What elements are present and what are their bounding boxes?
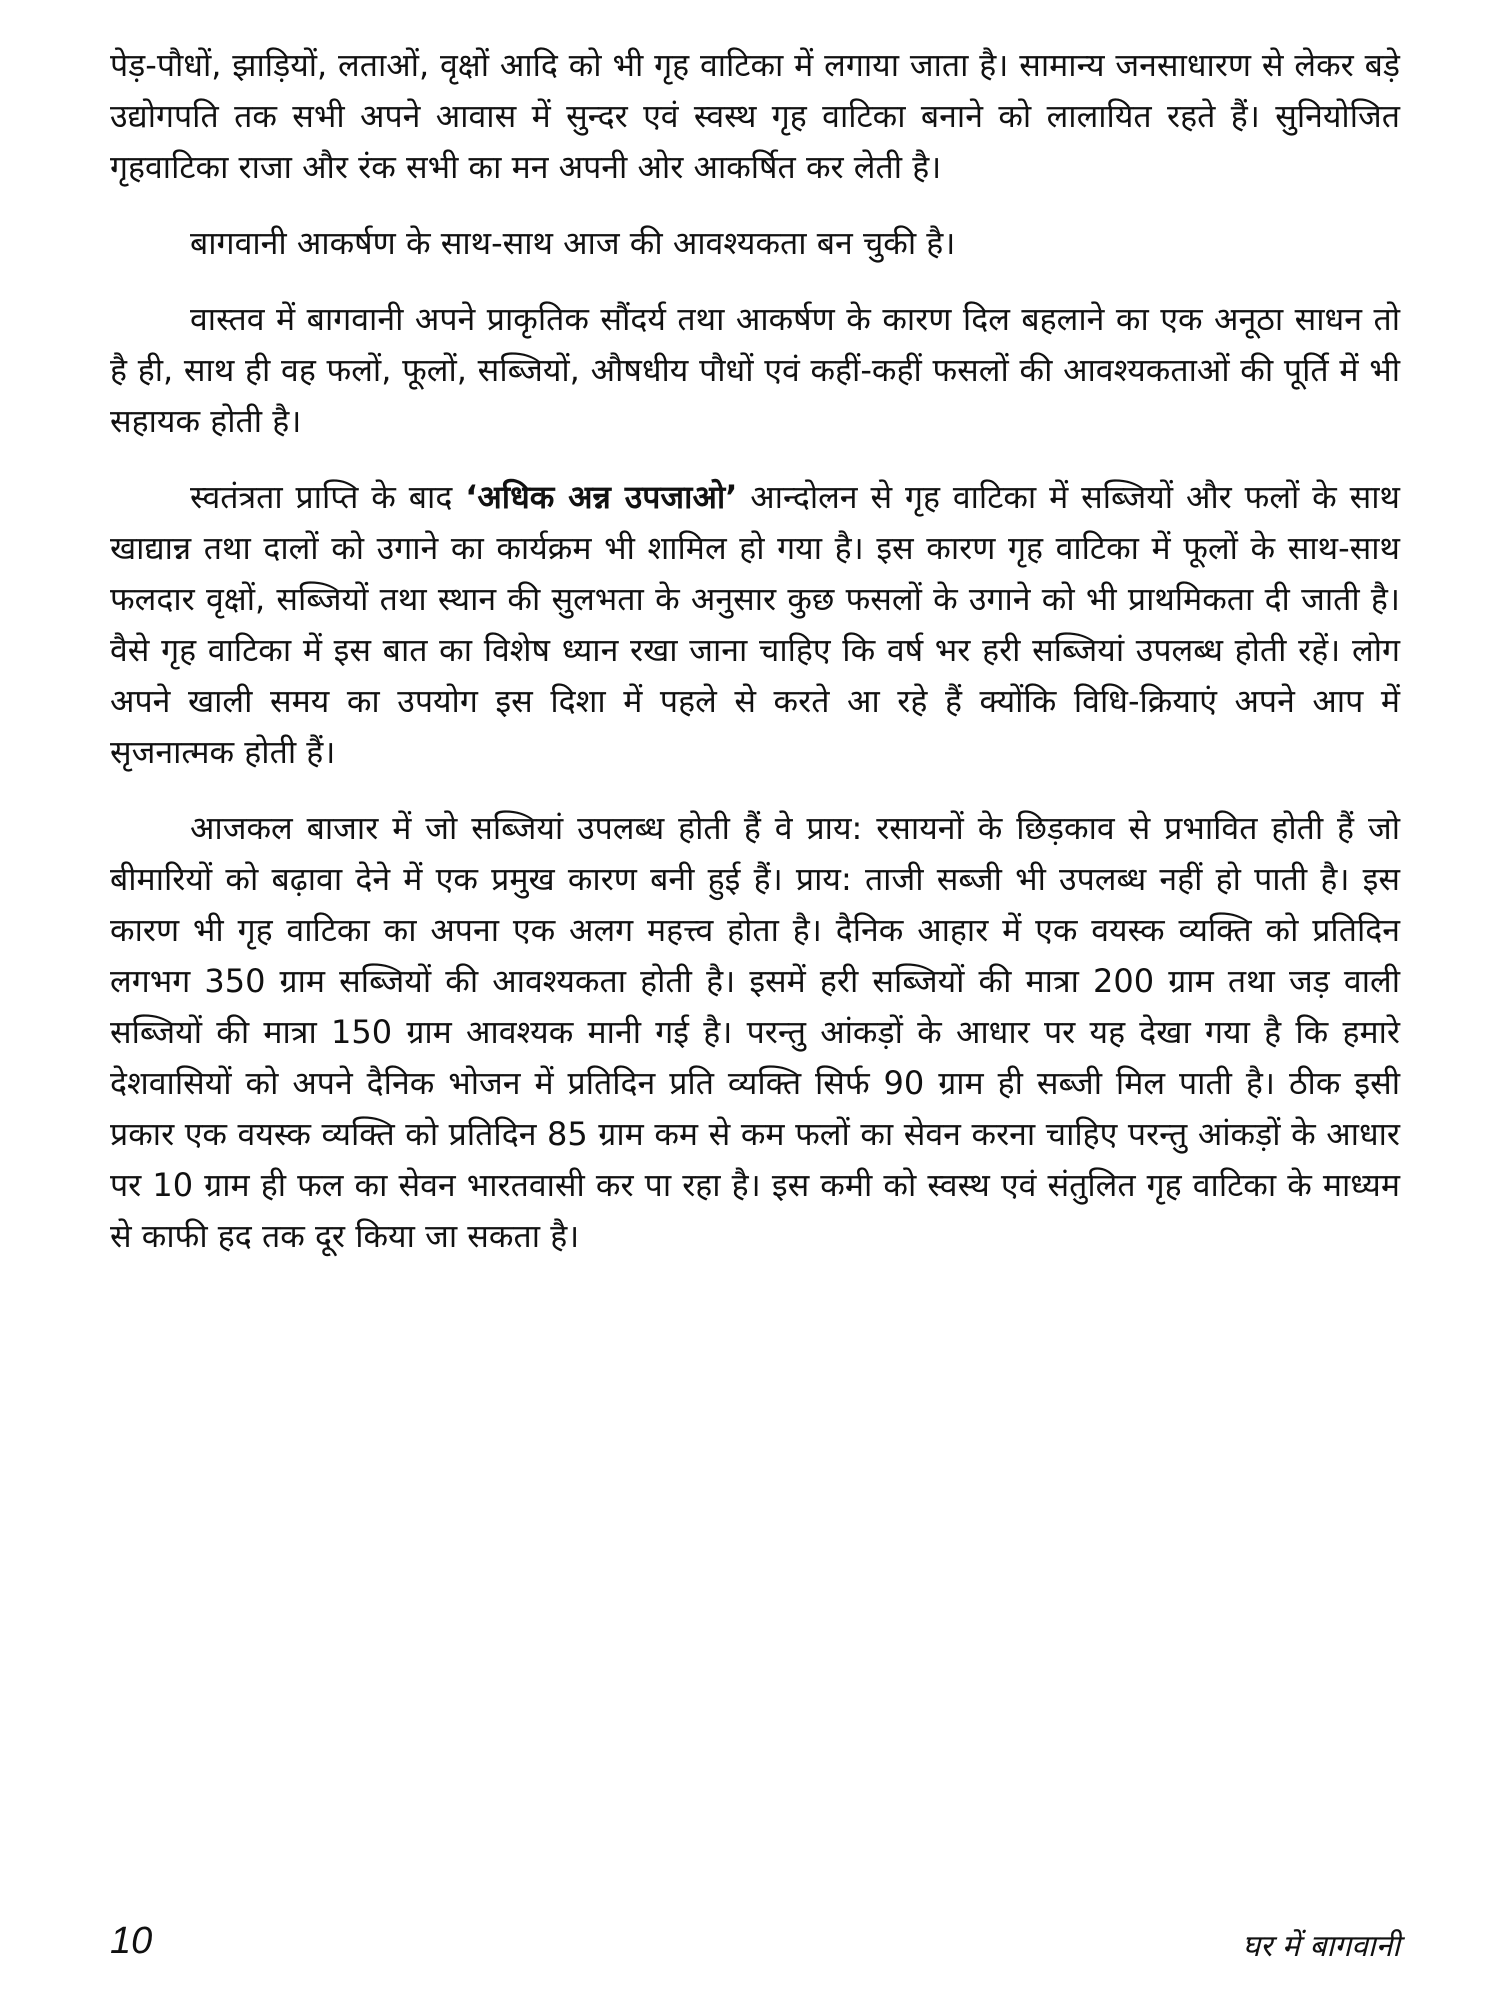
paragraph-2: बागवानी आकर्षण के साथ-साथ आज की आवश्यकता बन चुकी है। (190, 224, 956, 262)
page-number: 10 (110, 1920, 153, 1962)
paragraph-4 (110, 472, 1400, 778)
running-book-title: घर में बागवानी (1242, 1929, 1400, 1964)
paragraph-1: पेड़-पौधों, झाड़ियों, लताओं, वृक्षों आदि को भी गृह वाटिका में लगाया जाता है। सामान्य जनसाधारण से लेकर बड़े उद्योगपति तक सभी अपने आवास में सुन्दर एवं स्वस्थ गृह वाटिका बनाने को लालायित रहते हैं। सुनियोजित गृहवाटिका राजा और रंक सभी का मन अपनी ओर आकर्षित कर लेती है। (110, 46, 1400, 186)
page-body (110, 40, 1400, 1940)
paragraph-4-start: स्वतंत्रता प्राप्ति के बाद (190, 478, 466, 516)
page-footer (110, 1920, 1400, 1970)
paragraph-4-rest: आन्दोलन से गृह वाटिका में सब्जियों और फलों के साथ खाद्यान्न तथा दालों को उगाने का कार्यक्रम भी शामिल हो गया है। इस कारण गृह वाटिका में फूलों के साथ-साथ फलदार वृक्षों, सब्जियों तथा स्थान की सुलभता के अनुसार कुछ फसलों के उगाने को भी प्राथमिकता दी जाती है। वैसे गृह वाटिका में इस बात का विशेष ध्यान रखा जाना चाहिए कि वर्ष भर हरी सब्जियां उपलब्ध होती रहें। लोग अपने खाली समय का उपयोग इस दिशा में पहले से करते आ रहे हैं क्योंकि विधि-क्रियाएं अपने आप में सृजनात्मक होती हैं। (110, 478, 1400, 771)
paragraph-3: वास्तव में बागवानी अपने प्राकृतिक सौंदर्य तथा आकर्षण के कारण दिल बहलाने का एक अनूठा साधन तो है ही, साथ ही वह फलों, फूलों, सब्जियों, औषधीय पौधों एवं कहीं-कहीं फसलों की आवश्यकताओं की पूर्ति में भी सहायक होती है। (110, 300, 1400, 440)
slogan-emphasis: ‘अधिक अन्न उपजाओ’ (465, 478, 738, 516)
paragraph-5: आजकल बाजार में जो सब्जियां उपलब्ध होती हैं वे प्राय: रसायनों के छिड़काव से प्रभावित होती हैं जो बीमारियों को बढ़ावा देने में एक प्रमुख कारण बनी हुई हैं। प्राय: ताजी सब्जी भी उपलब्ध नहीं हो पाती है। इस कारण भी गृह वाटिका का अपना एक अलग महत्त्व होता है। दैनिक आहार में एक वयस्क व्यक्ति को प्रतिदिन लगभग 350 ग्राम सब्जियों की आवश्यकता होती है। इसमें हरी सब्जियों की मात्रा 200 ग्राम तथा जड़ वाली सब्जियों की मात्रा 150 ग्राम आवश्यक मानी गई है। परन्तु आंकड़ों के आधार पर यह देखा गया है कि हमारे देशवासियों को अपने दैनिक भोजन में प्रतिदिन प्रति व्यक्ति सिर्फ 90 ग्राम ही सब्जी मिल पाती है। ठीक इसी प्रकार एक वयस्क व्यक्ति को प्रतिदिन 85 ग्राम कम से कम फलों का सेवन करना चाहिए परन्तु आंकड़ों के आधार पर 10 ग्राम ही फल का सेवन भारतवासी कर पा रहा है। इस कमी को स्वस्थ एवं संतुलित गृह वाटिका के माध्यम से काफी हद तक दूर किया जा सकता है। (110, 809, 1400, 1255)
